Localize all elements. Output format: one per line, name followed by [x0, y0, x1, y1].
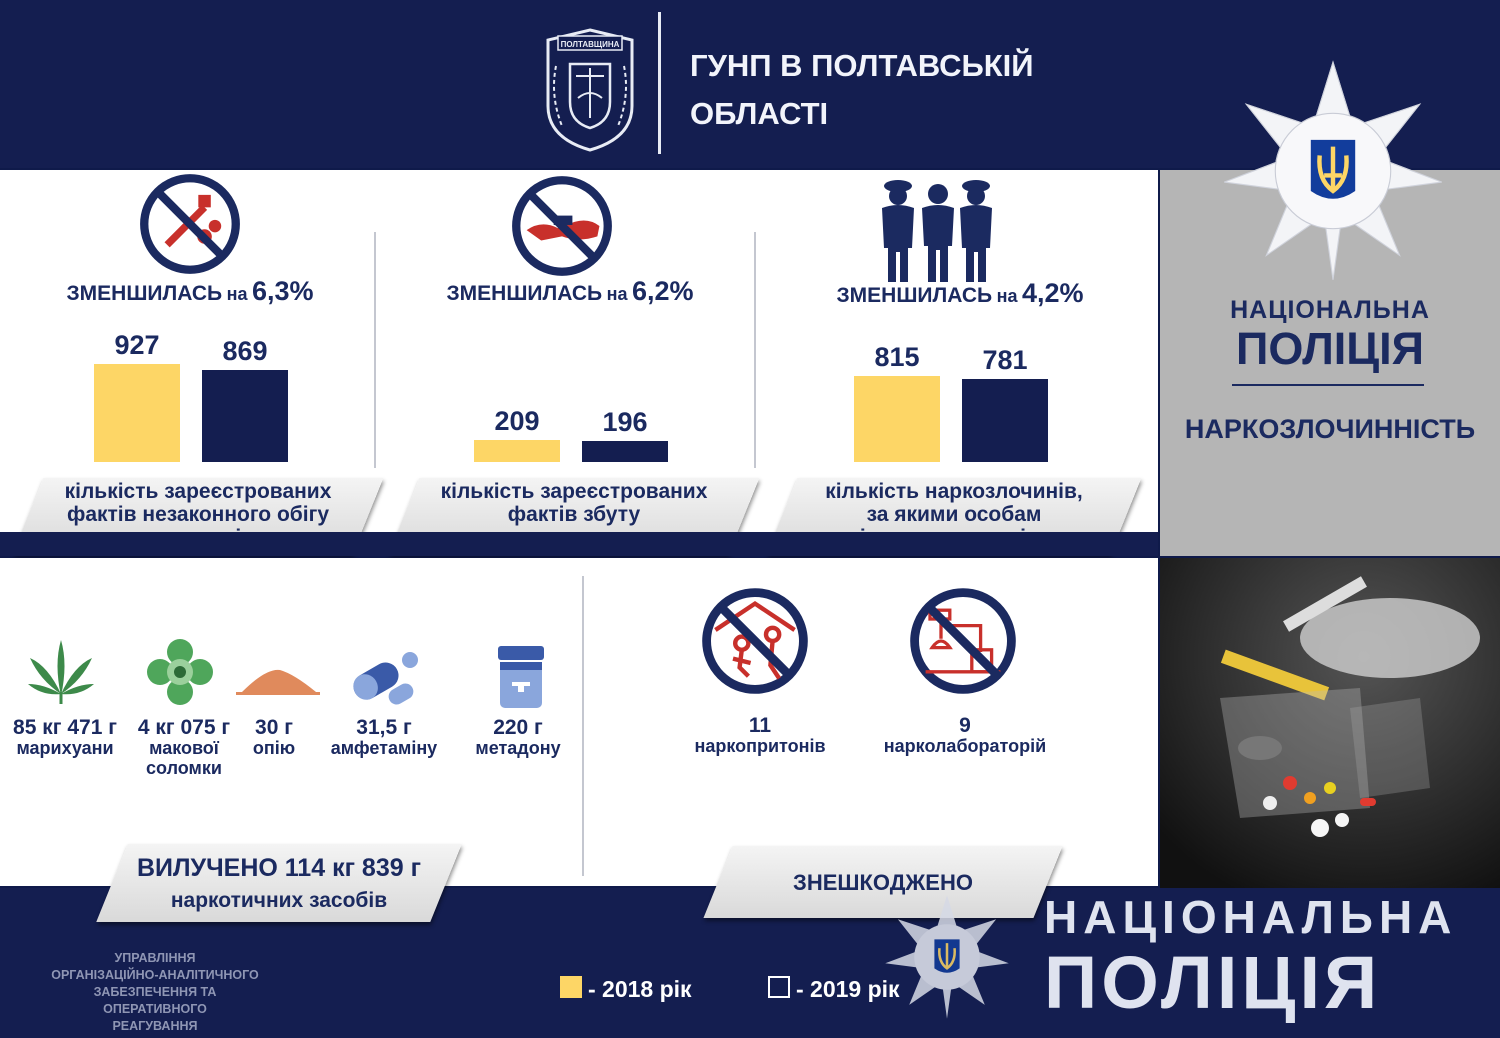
legend-label-2018: - 2018 рік	[588, 976, 692, 1002]
bar-2019	[962, 379, 1048, 462]
header-divider	[658, 12, 661, 154]
legend-swatch-2018	[560, 976, 582, 998]
pills-icon	[348, 646, 422, 710]
no-drug-lab-icon	[908, 586, 1018, 696]
caption-2: кількість зареєстрованих фактів збуту	[440, 480, 708, 526]
seized-total: ВИЛУЧЕНО 114 кг 839 г наркотичних засобів	[136, 854, 422, 912]
legend-swatch-2019	[768, 976, 790, 998]
neutralized-item-dens: 11 наркопритонів	[694, 714, 826, 756]
department-name: УПРАВЛІННЯ ОРГАНІЗАЦІЙНО-АНАЛІТИЧНОГО ЗАБЕЗПЕЧЕННЯ ТА ОПЕРАТИВНОГО РЕАГУВАННЯ	[51, 951, 259, 1033]
bar-value-label: 781	[982, 345, 1028, 375]
no-drugs-syringe-icon	[138, 172, 242, 276]
legend-label-2019: - 2019 рік	[796, 976, 900, 1002]
watermark-line2: ПОЛІЦІЯ	[1044, 941, 1382, 1024]
police-star-badge-overlay-icon	[1222, 60, 1444, 282]
bar-2018	[474, 440, 560, 462]
drugs-photo-illustration	[1160, 558, 1500, 888]
bar-value-label: 815	[874, 342, 920, 372]
bar-2019	[582, 441, 668, 462]
poppy-icon	[146, 638, 214, 706]
bar-chart-drug-sales	[440, 300, 720, 462]
national-police-title: НАЦІОНАЛЬНА ПОЛІЦІЯ	[1230, 296, 1430, 374]
bar-value-label: 209	[494, 406, 540, 436]
bar-value-label: 927	[114, 330, 160, 360]
bar-chart-illegal-trafficking	[60, 300, 340, 462]
bar-2019	[202, 370, 288, 462]
neutralized-title: ЗНЕШКОДЖЕНО	[793, 870, 973, 895]
no-drug-dealing-icon	[510, 174, 614, 278]
drugs-photo	[1160, 558, 1500, 888]
change-label-3: ЗМЕНШИЛАСЬ на 4,2%	[836, 278, 1084, 308]
divider-band	[0, 532, 1158, 556]
change-label-1: ЗМЕНШИЛАСЬ на 6,3%	[66, 276, 314, 306]
seized-item-marijuana: 85 кг 471 г марихуани	[13, 716, 117, 758]
seized-item-opium: 30 г опію	[252, 716, 296, 758]
watermark-badge-icon	[884, 894, 1010, 1020]
page-title: ГУНП В ПОЛТАВСЬКІЙ ОБЛАСТІ	[690, 48, 1034, 131]
police-arrest-icon	[876, 176, 1000, 284]
no-drug-den-icon	[700, 586, 810, 696]
topic-title: НАРКОЗЛОЧИННІСТЬ	[1184, 414, 1476, 444]
seized-item-amphetamine: 31,5 г амфетаміну	[330, 716, 438, 758]
poltava-crest-icon	[540, 26, 640, 154]
svg-text:ПОЛТАВЩИНА: ПОЛТАВЩИНА	[560, 40, 620, 49]
section-divider	[582, 576, 584, 876]
bar-2018	[854, 376, 940, 462]
change-label-2: ЗМЕНШИЛАСЬ на 6,2%	[446, 276, 694, 306]
caption-1: кількість зареєстрованих фактів незаконного обігу	[64, 480, 332, 526]
pill-jar-icon	[494, 644, 548, 710]
section-divider	[754, 232, 756, 468]
seized-item-methadone: 220 г метадону	[475, 716, 561, 758]
section-divider	[374, 232, 376, 468]
watermark-line1: НАЦІОНАЛЬНА	[1044, 891, 1458, 943]
bar-2018	[94, 364, 180, 462]
caption-3: кількість наркозлочинів, за якими особам	[825, 480, 1083, 526]
bar-chart-suspects	[820, 300, 1100, 462]
neutralized-item-labs: 9 нарколабораторій	[883, 714, 1047, 756]
cannabis-leaf-icon	[26, 636, 96, 706]
seized-item-poppy-straw: 4 кг 075 г макової соломки	[137, 716, 231, 778]
powder-pile-icon	[236, 660, 320, 700]
bar-value-label: 869	[222, 336, 268, 366]
title-rule	[1232, 384, 1424, 386]
bar-value-label: 196	[602, 407, 648, 437]
